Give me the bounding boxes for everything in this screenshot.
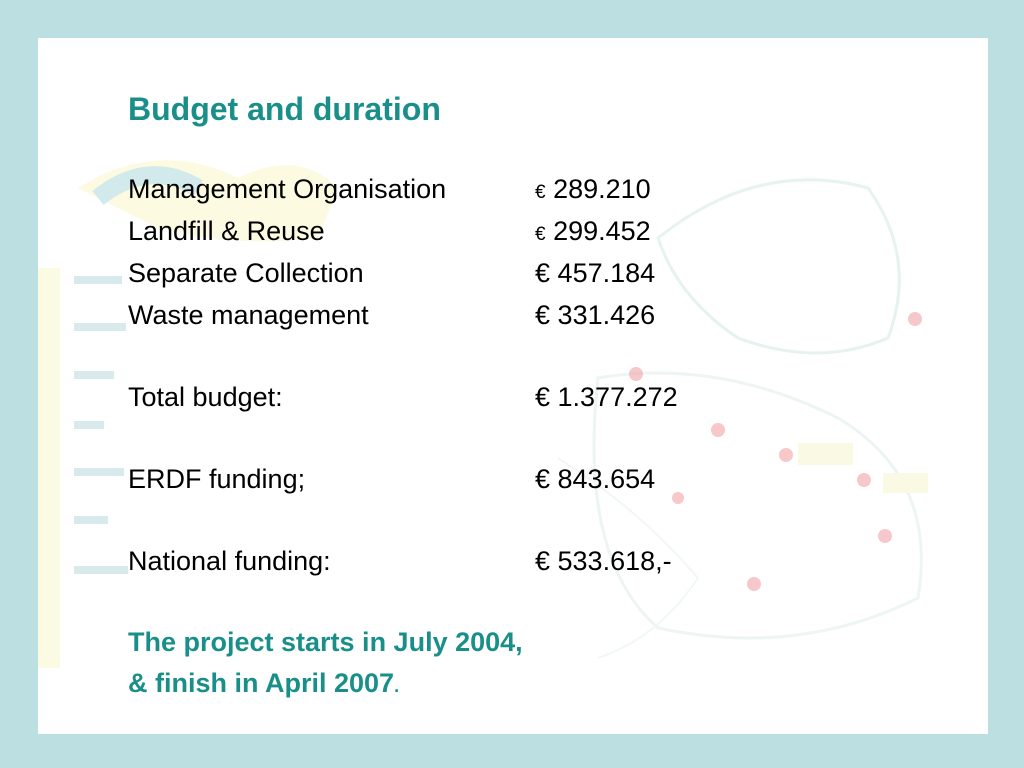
erdf-funding-label: ERDF funding; bbox=[128, 464, 306, 494]
euro-symbol: € bbox=[535, 224, 546, 245]
euro-symbol: € bbox=[535, 258, 551, 288]
budget-amount: 457.184 bbox=[557, 258, 656, 288]
trailing-period: . bbox=[394, 676, 400, 696]
spacer bbox=[128, 336, 828, 376]
project-end-line bbox=[128, 663, 828, 707]
budget-value bbox=[535, 210, 651, 256]
spacer bbox=[128, 418, 828, 458]
budget-value bbox=[535, 168, 651, 214]
budget-value bbox=[535, 294, 655, 336]
euro-symbol: € bbox=[535, 182, 546, 203]
budget-amount: 299.452 bbox=[553, 216, 651, 246]
erdf-funding-value: € 843.654 bbox=[535, 464, 656, 494]
total-budget-label: Total budget: bbox=[128, 382, 283, 412]
national-funding-label: National funding: bbox=[128, 546, 331, 576]
project-start-line: The project starts in July 2004, bbox=[128, 627, 523, 657]
euro-symbol: € bbox=[535, 300, 551, 330]
erdf-funding-row bbox=[128, 458, 828, 500]
budget-label: Waste management bbox=[128, 300, 369, 330]
slide bbox=[38, 38, 988, 734]
budget-row-separate-collection bbox=[128, 252, 828, 294]
budget-row-management-organisation bbox=[128, 168, 828, 210]
slide-content bbox=[128, 90, 828, 707]
national-funding-value: € 533.618,- bbox=[535, 546, 672, 576]
project-end-text: & finish in April 2007 bbox=[128, 668, 395, 698]
budget-row-landfill-reuse bbox=[128, 210, 828, 252]
budget-amount: 289.210 bbox=[553, 174, 651, 204]
budget-row-waste-management bbox=[128, 294, 828, 336]
budget-label: Landfill & Reuse bbox=[128, 216, 325, 246]
budget-value bbox=[535, 252, 655, 294]
budget-amount: 331.426 bbox=[557, 300, 656, 330]
project-duration-note bbox=[128, 622, 828, 707]
slide-title: Budget and duration bbox=[128, 91, 441, 127]
budget-table bbox=[128, 168, 828, 582]
total-budget-row bbox=[128, 376, 828, 418]
budget-label: Management Organisation bbox=[128, 174, 447, 204]
budget-label: Separate Collection bbox=[128, 258, 364, 288]
total-budget-value: € 1.377.272 bbox=[535, 382, 678, 412]
spacer bbox=[128, 500, 828, 540]
national-funding-row bbox=[128, 540, 828, 582]
